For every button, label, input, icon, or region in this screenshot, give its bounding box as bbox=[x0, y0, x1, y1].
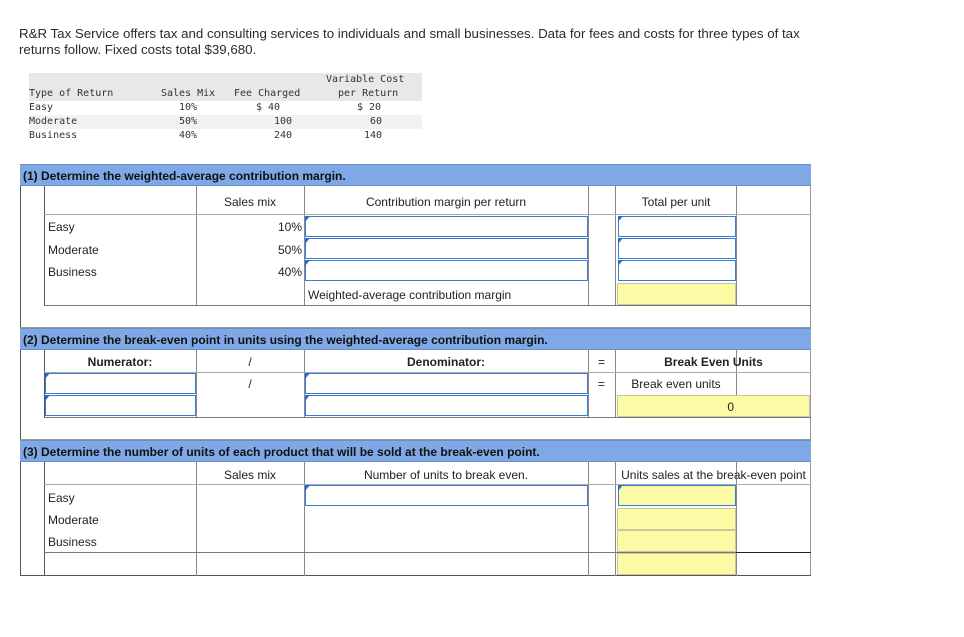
part1-cm-input[interactable] bbox=[305, 216, 588, 237]
row-fee: 100 bbox=[274, 116, 293, 127]
numerator-input[interactable] bbox=[45, 373, 196, 394]
part1-total-header: Total per unit bbox=[641, 195, 711, 209]
row-mix: 40% bbox=[179, 130, 198, 141]
problem-statement bbox=[19, 26, 919, 58]
part1-total-input[interactable] bbox=[618, 238, 736, 259]
denominator-input[interactable] bbox=[305, 373, 588, 394]
part1-cm-header: Contribution margin per return bbox=[365, 195, 527, 209]
part1-cm-input[interactable] bbox=[305, 260, 588, 281]
part1-row-label: Business bbox=[48, 265, 97, 279]
part1-row-mix: 40% bbox=[277, 265, 302, 279]
row-mix: 10% bbox=[179, 102, 198, 113]
break-even-header: Break Even Units bbox=[664, 355, 763, 369]
row-type: Moderate bbox=[29, 116, 78, 127]
row-type: Business bbox=[29, 130, 78, 141]
row-fee: 240 bbox=[274, 130, 293, 141]
break-even-value: 0 bbox=[727, 400, 734, 414]
part3-total-cell bbox=[617, 553, 736, 575]
numerator-header: Numerator: bbox=[87, 355, 153, 369]
header-per-return: per Return bbox=[338, 88, 399, 99]
equals-symbol: = bbox=[597, 355, 605, 369]
part3-row-label: Business bbox=[48, 535, 97, 549]
part1-header: (1) Determine the weighted-average contribution margin. bbox=[20, 164, 811, 186]
worksheet bbox=[20, 164, 811, 576]
part3-sales-mix-header: Sales mix bbox=[223, 468, 276, 482]
part3-units-input[interactable] bbox=[305, 485, 588, 506]
break-even-units-label: Break even units bbox=[631, 377, 721, 391]
row-mix: 50% bbox=[179, 116, 198, 127]
part1-cm-input[interactable] bbox=[305, 238, 588, 259]
wacm-label: Weighted-average contribution margin bbox=[308, 288, 512, 302]
problem-line-1: R&R Tax Service offers tax and consulting services to individuals and small businesses. Data for fees and costs for three types of tax bbox=[19, 26, 800, 41]
problem-line-2: returns follow. Fixed costs total $39,680. bbox=[19, 42, 257, 57]
equals-symbol: = bbox=[597, 377, 605, 391]
part1-row-label: Moderate bbox=[48, 243, 99, 257]
part1-sales-mix-header: Sales mix bbox=[223, 195, 276, 209]
part3-header: (3) Determine the number of units of each product that will be sold at the break-even point. bbox=[20, 440, 811, 462]
row-var: $ 20 bbox=[357, 102, 382, 113]
header-type-of-return: Type of Return bbox=[29, 88, 114, 99]
header-fee-charged: Fee Charged bbox=[234, 88, 301, 99]
part1-row-label: Easy bbox=[48, 220, 75, 234]
wacm-result-cell bbox=[617, 283, 736, 305]
given-data-table bbox=[29, 73, 422, 141]
part3-row-label: Moderate bbox=[48, 513, 99, 527]
header-sales-mix: Sales Mix bbox=[161, 88, 216, 99]
part3-row-label: Easy bbox=[48, 491, 75, 505]
part1-total-input[interactable] bbox=[618, 260, 736, 281]
divide-symbol: / bbox=[248, 355, 252, 369]
row-var: 140 bbox=[364, 130, 383, 141]
part2-header: (2) Determine the break-even point in units using the weighted-average contribution margin. bbox=[20, 328, 811, 350]
part3-units-header: Number of units to break even. bbox=[363, 468, 529, 482]
part3-result-cell bbox=[617, 508, 736, 530]
row-type: Easy bbox=[29, 102, 54, 113]
row-var: 60 bbox=[370, 116, 383, 127]
denominator-header: Denominator: bbox=[407, 355, 485, 369]
denominator-input[interactable] bbox=[305, 395, 588, 416]
row-fee: $ 40 bbox=[256, 102, 281, 113]
part1-total-input[interactable] bbox=[618, 216, 736, 237]
part3-result-cell bbox=[617, 530, 736, 552]
numerator-input[interactable] bbox=[45, 395, 196, 416]
part1-row-mix: 50% bbox=[277, 243, 302, 257]
part1-row-mix: 10% bbox=[277, 220, 302, 234]
divide-symbol: / bbox=[248, 377, 252, 391]
part3-result-header: Units sales at the break-even point bbox=[621, 468, 806, 482]
header-variable-cost: Variable Cost bbox=[326, 74, 405, 85]
part3-result-input[interactable] bbox=[618, 485, 736, 506]
